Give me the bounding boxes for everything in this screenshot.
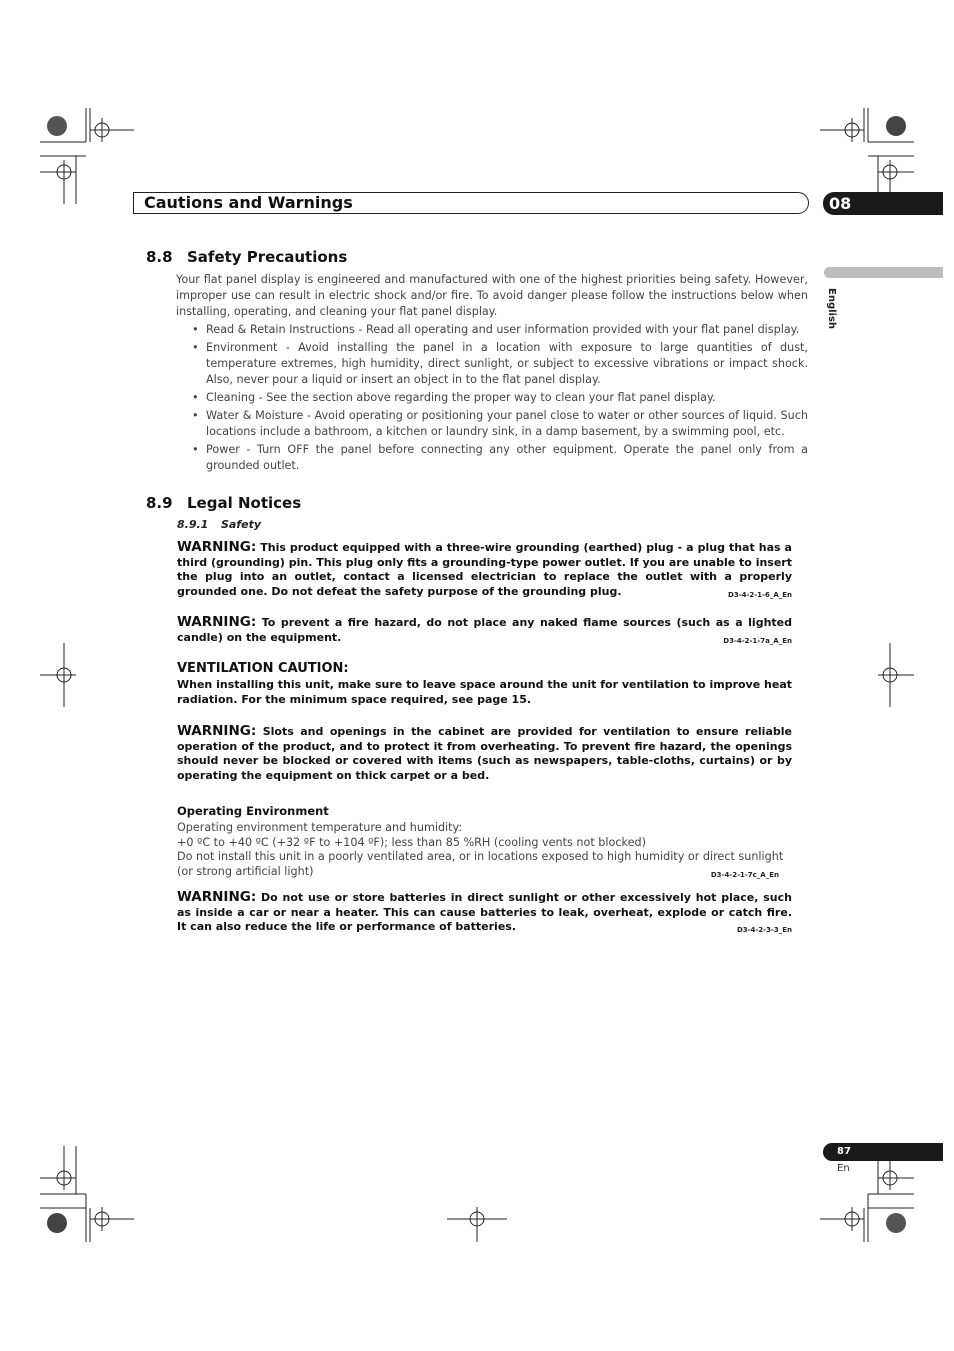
document-code: D3-4-2-1-7a_A_En bbox=[723, 636, 792, 645]
list-item: • Cleaning - See the section above regarding the proper way to clean your flat panel display. bbox=[176, 390, 808, 406]
subsection-title: Safety bbox=[221, 518, 262, 531]
section-title: Legal Notices bbox=[187, 494, 302, 512]
list-item: • Environment - Avoid installing the panel in a location with exposure to large quantities of dust, temperature extremes, high humidity, direct sunlight, or subject to excessive vibrations or impact shock. Also, never pour a liquid or insert an object in to the flat panel display. bbox=[176, 340, 808, 388]
section-heading-legal-notices bbox=[146, 494, 301, 512]
page-language: En bbox=[837, 1163, 850, 1174]
document-code: D3-4-2-1-6_A_En bbox=[728, 590, 792, 599]
subsection-heading-safety bbox=[177, 518, 261, 531]
header-bar bbox=[133, 192, 809, 214]
page-number: 87 bbox=[823, 1143, 943, 1161]
list-item: • Read & Retain Instructions - Read all operating and user information provided with your flat panel display. bbox=[176, 322, 808, 338]
warning-text: Slots and openings in the cabinet are provided for ventilation to ensure reliable operation of the product, and to protect it from overheating. To prevent fire hazard, the openings should never be blocked or covered with items (such as newspapers, table-cloths, curtains) or by operating the equipment on thick carpet or a bed. bbox=[177, 725, 792, 782]
list-item: • Water & Moisture - Avoid operating or positioning your panel close to water or other sources of liquid. Such locations include a bathroom, a kitchen or laundry sink, in a damp basement, by a swimming pool, etc. bbox=[176, 408, 808, 440]
warning-text: To prevent a fire hazard, do not place any naked flame sources (such as a lighted candle) on the equipment. bbox=[177, 616, 792, 644]
section-number: 8.9 bbox=[146, 494, 173, 512]
operating-environment-text bbox=[177, 821, 792, 882]
warning-label: WARNING: bbox=[177, 889, 257, 905]
ventilation-title: VENTILATION CAUTION: bbox=[177, 661, 349, 676]
warning-flame bbox=[177, 615, 792, 648]
chapter-number: 08 bbox=[823, 192, 943, 215]
section-title: Safety Precautions bbox=[187, 248, 348, 266]
language-tab bbox=[824, 267, 943, 278]
warning-label: WARNING: bbox=[177, 614, 257, 630]
document-code: D3-4-2-1-7c_A_En bbox=[710, 870, 779, 879]
list-item: • Power - Turn OFF the panel before connecting any other equipment. Operate the panel only from a grounded outlet. bbox=[176, 442, 808, 474]
warning-ventilation-openings bbox=[177, 724, 792, 783]
ventilation-text: When installing this unit, make sure to leave space around the unit for ventilation to improve heat radiation. For the minimum space required, see page 15. bbox=[177, 678, 792, 706]
section-number: 8.8 bbox=[146, 248, 173, 266]
document-code: D3-4-2-3-3_En bbox=[736, 926, 792, 934]
warning-text: This product equipped with a three-wire grounding (earthed) plug - a plug that has a third (grounding) pin. This plug only fits a grounding-type power outlet. If you are unable to insert the plug into an outlet, contact a licensed electrician to replace the outlet with a properly grounded one. Do not defeat the safety purpose of the grounding plug. bbox=[177, 541, 792, 598]
operating-environment-title: Operating Environment bbox=[177, 804, 329, 818]
page-title: Cautions and Warnings bbox=[144, 193, 353, 212]
intro-paragraph: Your flat panel display is engineered and manufactured with one of the highest priorities being safety. However, improper use can result in electric shock and/or fire. To avoid danger please follow the instructions below when installing, operating, and cleaning your flat panel display. bbox=[176, 273, 808, 318]
operating-line: Operating environment temperature and humidity: bbox=[177, 821, 463, 834]
operating-text: Do not install this unit in a poorly ventilated area, or in locations exposed to high humidity or direct sunlight (or strong artificial light) bbox=[177, 850, 784, 878]
language-label: English bbox=[826, 288, 837, 330]
warning-label: WARNING: bbox=[177, 539, 257, 555]
subsection-number: 8.9.1 bbox=[177, 518, 209, 531]
warning-text: Do not use or store batteries in direct sunlight or other excessively hot place, such as inside a car or near a heater. This can cause batteries to leak, overheat, explode or catch fire. It can also reduce the life or performance of batteries. bbox=[177, 891, 792, 933]
warning-batteries bbox=[177, 890, 792, 938]
operating-line: +0 ºC to +40 ºC (+32 ºF to +104 ºF); less than 85 %RH (cooling vents not blocked) bbox=[177, 835, 646, 849]
warning-grounding bbox=[177, 540, 792, 602]
operating-line bbox=[177, 850, 792, 879]
section-heading-safety-precautions bbox=[146, 248, 347, 266]
warning-label: WARNING: bbox=[177, 723, 257, 739]
precautions-list bbox=[176, 322, 808, 476]
